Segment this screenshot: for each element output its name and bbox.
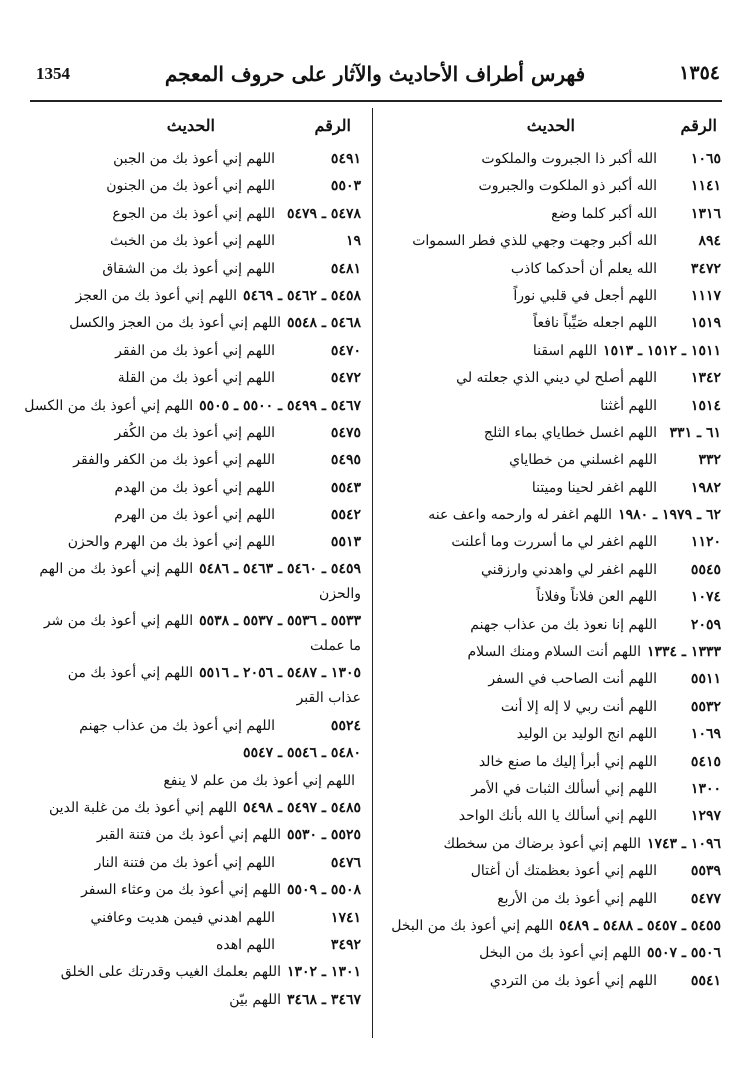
index-row <box>385 557 725 584</box>
hadith-number: ٥٥٠٣ <box>330 178 361 195</box>
hadith-number: ١٠٦٥ <box>690 151 721 167</box>
index-row <box>385 228 725 255</box>
hadith-number: ١٣٠٥ ـ ٥٤٨٧ ـ ٢٠٥٦ ـ ٥٥١٦ <box>199 664 361 681</box>
hadith-text: اللهم أنت ربي لا إله إلا أنت <box>500 698 657 715</box>
hadith-text: اللهم إني أعوذ بك من وعثاء السفر <box>81 882 281 899</box>
hadith-number: ٨٩٤ <box>698 233 721 250</box>
index-row <box>385 940 725 967</box>
hadith-text: اللهم اغفر لحينا وميتنا <box>531 479 657 496</box>
index-row <box>385 612 725 639</box>
index-row <box>35 447 365 474</box>
index-row <box>385 968 725 995</box>
hadith-text: اللهم أنت السلام ومنك السلام <box>467 644 641 661</box>
hadith-text: اللهم إني أعوذ بك من الأربع <box>497 890 657 907</box>
hadith-number: ٥٥٠٦ ـ ٥٥٠٧ <box>646 945 721 962</box>
index-row <box>385 584 725 611</box>
index-row <box>35 795 365 822</box>
hadith-number: ٥٤٧٨ ـ ٥٤٧٩ <box>286 205 361 222</box>
hadith-text: اللهم إني أعوذ بك من عذاب جهنم <box>79 717 275 734</box>
index-row <box>385 749 725 776</box>
hadith-text: اللهم إني أعوذ بك من الجبن <box>113 151 275 167</box>
hadith-number: ٦١ ـ ٣٣١ <box>669 424 721 441</box>
hadith-text: اللهم بعلمك الغيب وقدرتك على الخلق <box>60 964 281 981</box>
column-divider <box>372 108 373 1038</box>
index-row <box>385 365 725 392</box>
page-title: فهرس أطراف الأحاديث والآثار على حروف المعجم <box>164 62 586 86</box>
index-row <box>35 877 365 904</box>
hadith-text: اللهم إني أعوذ بك من فتنة النار <box>94 854 275 871</box>
hadith-number: ٥٤٧٧ <box>690 890 721 907</box>
hadith-number: ٥٤٧٢ <box>330 370 361 387</box>
hadith-number: ١٩ <box>345 233 361 250</box>
index-row <box>385 803 725 830</box>
hadith-number: ٥٤٥٩ ـ ٥٤٦٠ ـ ٥٤٦٣ ـ ٥٤٨٦ <box>199 560 361 577</box>
index-row <box>35 987 365 1014</box>
index-row <box>385 256 725 283</box>
index-row <box>35 173 365 200</box>
hadith-text: اللهم إني أعوذ بك من الهم والحزن <box>39 560 361 602</box>
hadith-text: اللهم اجعله صَيِّباً نافعاً <box>533 315 657 332</box>
index-row <box>35 283 365 310</box>
hadith-text: اللهم إني أعوذ بك من الكسل <box>24 397 194 414</box>
index-row <box>35 959 365 986</box>
hadith-text: اللهم اسقنا <box>532 342 598 359</box>
hadith-text: اللهم إني أعوذ بك من فتنة القبر <box>96 827 281 844</box>
hadith-number: ٥٥٤٣ <box>330 479 361 496</box>
hadith-text: اللهم إني أعوذ بك من الهدم <box>114 479 275 496</box>
index-row <box>385 666 725 693</box>
hadith-number: ١٣٤٢ <box>690 370 721 387</box>
index-row <box>385 858 725 885</box>
hadith-text: اللهم إني أعوذ بك من البخل <box>391 917 554 934</box>
index-row <box>385 283 725 310</box>
hadith-text: اللهم إني أعوذ بك من غلبة الدين <box>49 800 238 817</box>
heading-text: الحديث <box>166 116 215 135</box>
hadith-number: ٥٥١٣ <box>330 534 361 551</box>
hadith-text: الله أكبر كلما وضع <box>551 205 657 222</box>
hadith-number: ٥٤٨٥ ـ ٥٤٩٧ ـ ٥٤٩٨ <box>243 800 361 817</box>
index-row <box>35 529 365 556</box>
hadith-number: ٥٤٨٠ ـ ٥٥٤٦ ـ ٥٥٤٧ <box>243 745 361 762</box>
hadith-number: ١٧٤١ <box>330 909 361 926</box>
index-row <box>35 228 365 255</box>
index-row <box>385 913 725 940</box>
page-number-arabic: ١٣٥٤ <box>679 62 720 84</box>
index-row <box>385 721 725 748</box>
index-row <box>385 502 725 529</box>
index-row <box>24 393 365 420</box>
index-row <box>385 447 725 474</box>
hadith-text: اللهم إني أعوذ بك من الجوع <box>112 205 275 222</box>
index-row <box>385 694 725 721</box>
hadith-number: ٥٥٢٥ ـ ٥٥٣٠ <box>286 827 361 844</box>
index-row <box>35 557 365 609</box>
hadith-number: ٦٢ ـ ١٩٧٩ ـ ١٩٨٠ <box>618 507 721 524</box>
hadith-text: اللهم إني أعوذ بك من شر ما عملت <box>43 612 361 654</box>
hadith-text: اللهم إني أبرأ إليك ما صنع خالد <box>478 753 657 770</box>
right-column <box>385 112 725 995</box>
hadith-number: ٣٣٢ <box>698 452 721 469</box>
hadith-number: ٥٤٧٥ <box>330 424 361 441</box>
hadith-number: ١٣٠١ ـ ١٣٠٢ <box>286 964 361 981</box>
index-row <box>385 146 725 173</box>
hadith-number: ١٣٣٣ ـ ١٣٣٤ <box>646 644 721 661</box>
hadith-text: اللهم إني أعوذ بك من الكفر والفقر <box>73 452 275 469</box>
hadith-number: ٥٥٤٥ <box>690 561 721 578</box>
hadith-number: ١٩٨٢ <box>690 479 721 496</box>
index-row <box>385 529 725 556</box>
hadith-text: اللهم إني أعوذ بك من الخبث <box>110 233 275 250</box>
column-heading <box>385 112 725 146</box>
index-row <box>35 850 365 877</box>
index-row <box>385 831 725 858</box>
hadith-number: ٥٤٨١ <box>330 260 361 277</box>
heading-number: الرقم <box>314 116 351 135</box>
header-rule <box>30 100 722 102</box>
hadith-number: ٥٤٥٥ ـ ٥٤٥٧ ـ ٥٤٨٨ ـ ٥٤٨٩ <box>559 917 721 934</box>
hadith-text: اللهم العن فلاناً وفلاناً <box>536 589 657 606</box>
hadith-text: اللهم إنا نعوذ بك من عذاب جهنم <box>470 616 657 633</box>
hadith-number: ٥٥٣٩ <box>690 863 721 880</box>
index-row <box>385 338 725 365</box>
hadith-text: اللهم إني أعوذ بك من الجنون <box>106 178 275 195</box>
hadith-number: ٣٤٩٢ <box>330 936 361 953</box>
hadith-number: ٣٤٧٢ <box>690 260 721 277</box>
hadith-text: اللهم إني أعوذ بك من القلة <box>117 370 275 387</box>
heading-number: الرقم <box>680 116 717 135</box>
hadith-number: ٥٥٢٤ <box>330 717 361 734</box>
hadith-text: اللهم إني أعوذ بك من الكُفر <box>114 424 275 441</box>
hadith-number: ١٠٩٦ ـ ١٧٤٣ <box>646 835 721 852</box>
index-row <box>35 146 365 173</box>
hadith-number: ١٥١٤ <box>690 397 721 414</box>
index-row <box>35 365 365 392</box>
hadith-number: ٥٥١١ <box>690 671 721 688</box>
index-row <box>35 822 365 849</box>
index-row <box>35 256 365 283</box>
hadith-number: ١٣٠٠ <box>690 780 721 797</box>
index-row <box>385 393 725 420</box>
hadith-text: اللهم إني أسألك يا الله بأنك الواحد <box>458 808 657 825</box>
hadith-text: اللهم انج الوليد بن الوليد <box>516 726 657 743</box>
index-row <box>385 173 725 200</box>
page-number-latin: 1354 <box>36 64 70 83</box>
hadith-number: ٥٥٠٨ ـ ٥٥٠٩ <box>286 882 361 899</box>
index-row <box>35 768 365 795</box>
hadith-text: اللهم إني أعوذ بعظمتك أن أغتال <box>470 863 657 880</box>
hadith-text: اللهم أصلح لي ديني الذي جعلته لي <box>456 370 657 387</box>
hadith-text: الله أكبر ذو الملكوت والجبروت <box>478 178 657 195</box>
hadith-text: اللهم أغثنا <box>600 397 657 414</box>
index-row <box>385 639 725 666</box>
hadith-number: ٣٤٦٧ ـ ٣٤٦٨ <box>286 991 361 1008</box>
hadith-number: ٥٥٣٣ ـ ٥٥٣٦ ـ ٥٥٣٧ ـ ٥٥٣٨ <box>199 612 361 629</box>
index-row <box>385 776 725 803</box>
hadith-text: الله أكبر وجهت وجهي للذي فطر السموات <box>412 233 657 250</box>
index-row <box>35 201 365 228</box>
hadith-number: ٢٠٥٩ <box>690 616 721 633</box>
index-row <box>35 713 365 740</box>
index-row <box>35 905 365 932</box>
hadith-number: ١٣١٦ <box>690 205 721 222</box>
hadith-text: اللهم اهدني فيمن هديت وعافني <box>90 909 275 926</box>
hadith-number: ١١١٧ <box>690 287 721 304</box>
hadith-text: اللهم بيّن <box>229 991 281 1008</box>
page-header <box>30 58 720 94</box>
hadith-number: ١١٤١ <box>690 178 721 195</box>
hadith-number: ٥٤٩١ <box>330 151 361 167</box>
hadith-text: اللهم إني أعوذ بك من الهرم <box>114 507 275 524</box>
index-row <box>35 740 365 767</box>
hadith-text: الله يعلم أن أحدكما كاذب <box>510 260 657 277</box>
index-row <box>385 420 725 447</box>
index-row <box>385 886 725 913</box>
hadith-number: ٥٥٤٢ <box>330 507 361 524</box>
index-row <box>35 502 365 529</box>
hadith-text: اللهم اغسلني من خطاياي <box>509 452 657 469</box>
hadith-text: اللهم إني أعوذ برضاك من سخطك <box>443 835 641 852</box>
hadith-text: اللهم اغفر لي واهدني وارزقني <box>480 561 657 578</box>
heading-text: الحديث <box>526 116 575 135</box>
hadith-text: اللهم إني أعوذ بك من التردي <box>489 972 657 989</box>
left-column <box>24 112 365 1014</box>
hadith-number: ٥٤٧٠ <box>330 342 361 359</box>
hadith-text: اللهم إني أعوذ بك من العجز والكسل <box>69 315 281 332</box>
index-row <box>385 201 725 228</box>
hadith-number: ٥٤٧٦ <box>330 854 361 871</box>
hadith-text: اللهم إني أعوذ بك من علم لا ينفع <box>163 772 355 789</box>
hadith-text: اللهم إني أعوذ بك من عذاب القبر <box>67 664 361 706</box>
index-row <box>35 609 365 661</box>
hadith-text: اللهم إني أعوذ بك من العجز <box>75 287 238 304</box>
hadith-number: ١٢٩٧ <box>690 808 721 825</box>
hadith-text: اللهم إني أعوذ بك من الهرم والحزن <box>67 534 275 551</box>
index-row <box>35 475 365 502</box>
index-row <box>35 338 365 365</box>
hadith-text: اللهم اهده <box>216 936 275 953</box>
index-row <box>385 310 725 337</box>
index-row <box>35 420 365 447</box>
hadith-number: ٥٥٣٢ <box>690 698 721 715</box>
hadith-text: اللهم إني أعوذ بك من البخل <box>479 945 641 962</box>
column-heading <box>35 112 365 146</box>
hadith-text: اللهم اغفر له وارحمه واعف عنه <box>428 507 613 524</box>
hadith-number: ٥٤٩٥ <box>330 452 361 469</box>
index-row <box>35 661 365 713</box>
hadith-text: اللهم إني أسألك الثبات في الأمر <box>471 780 657 797</box>
hadith-number: ٥٤٦٧ ـ ٥٤٩٩ ـ ٥٥٠٠ ـ ٥٥٠٥ <box>199 397 361 414</box>
hadith-number: ١٥١٩ <box>690 315 721 332</box>
hadith-text: الله أكبر ذا الجبروت والملكوت <box>481 151 657 167</box>
index-row <box>35 310 365 337</box>
hadith-text: اللهم اغفر لي ما أسررت وما أعلنت <box>451 534 657 551</box>
hadith-number: ٥٥٤١ <box>690 972 721 989</box>
hadith-text: اللهم إني أعوذ بك من الفقر <box>115 342 275 359</box>
hadith-text: اللهم إني أعوذ بك من الشقاق <box>102 260 275 277</box>
index-row <box>35 932 365 959</box>
hadith-text: اللهم أنت الصاحب في السفر <box>488 671 657 688</box>
hadith-number: ٥٤٦٨ ـ ٥٥٤٨ <box>286 315 361 332</box>
hadith-text: اللهم أجعل في قلبي نوراً <box>513 287 657 304</box>
index-row <box>385 475 725 502</box>
hadith-number: ١٠٦٩ <box>690 726 721 743</box>
hadith-number: ١٥١١ ـ ١٥١٢ ـ ١٥١٣ <box>603 342 721 359</box>
hadith-number: ٥٤١٥ <box>690 753 721 770</box>
hadith-number: ١٠٧٤ <box>690 589 721 606</box>
hadith-text: اللهم اغسل خطاياي بماء الثلج <box>483 424 657 441</box>
hadith-number: ٥٤٥٨ ـ ٥٤٦٢ ـ ٥٤٦٩ <box>243 287 361 304</box>
hadith-number: ١١٢٠ <box>690 534 721 551</box>
